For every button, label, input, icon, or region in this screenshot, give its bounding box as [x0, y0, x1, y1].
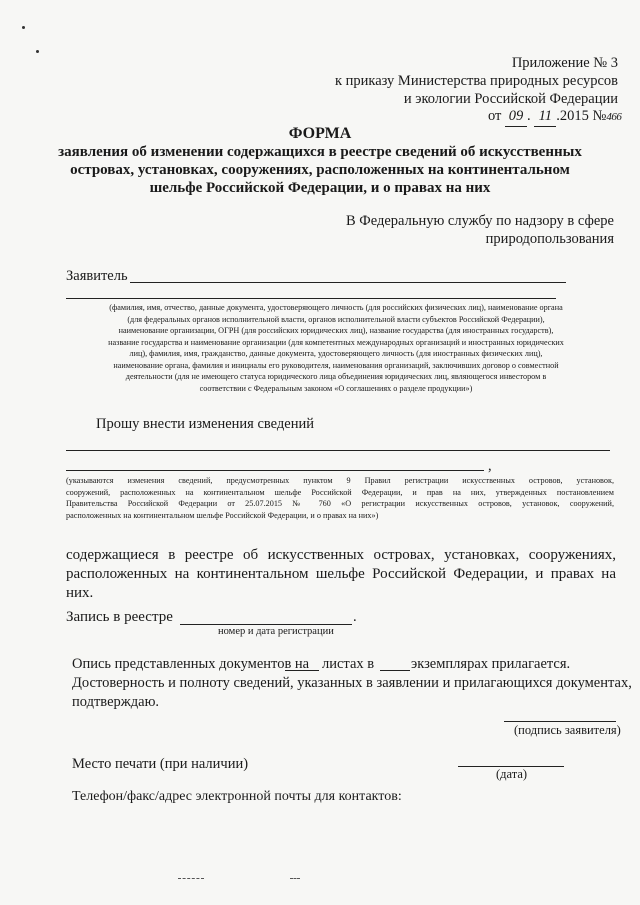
contained-line-2: расположенных на континентальном шельфе Российской Федерации, и правах на [66, 566, 616, 582]
applicant-note [56, 302, 616, 394]
request-note-line: расположенных на континентальном шельфе Российской Федерации, и о правах на них») [66, 510, 379, 520]
date-prefix: от [488, 108, 502, 124]
form-title-line-1: заявления об изменении содержащихся в реестре сведений об искусственных [58, 144, 582, 160]
inventory-part-2: листах в [322, 656, 375, 672]
request-note [66, 475, 614, 521]
request-comma: , [488, 458, 492, 474]
contacts-label: Телефон/факс/адрес электронной почты для контактов: [72, 789, 402, 804]
request-note-line: Правительства Российской Федерации от 25.07.2015 № 760 «О регистрации искусственных островов, установок, сооружений, [66, 499, 614, 508]
appendix-ministry: и экологии Российской Федерации [403, 91, 618, 107]
contained-line-3: них. [66, 585, 94, 601]
form-title-line-3: шельфе Российской Федерации, и о правах на них [149, 180, 491, 196]
date-month: 11 [534, 107, 556, 127]
seal-label: Место печати (при наличии) [72, 756, 249, 772]
registry-dot: . [353, 609, 357, 625]
scan-mark [290, 878, 300, 879]
appendix-order: к приказу Министерства природных ресурсов [334, 73, 618, 89]
number-prefix: № [592, 108, 607, 124]
registry-field[interactable] [180, 624, 352, 625]
addressee-line-1: В Федеральную службу по надзору в сфере [345, 213, 614, 229]
request-field-line-2[interactable] [66, 470, 484, 471]
inventory-part-3: экземплярах прилагается. [411, 656, 571, 672]
signature-field[interactable] [504, 721, 616, 722]
date-day: 09 [505, 107, 527, 127]
form-heading: ФОРМА [288, 125, 352, 142]
inventory-part-1: Опись представленных документов на [72, 656, 310, 672]
applicant-note-line: соответствии с Федеральным законом «О соглашениях о разделе продукции») [199, 383, 473, 393]
request-note-line: сооружений, расположенных на континентальном шельфе Российской Федерации, и прав на них, утвержденных постановлением [66, 487, 614, 497]
date-year: .2015 [556, 108, 589, 124]
registry-label: Запись в реестре [66, 609, 173, 625]
scan-mark [178, 878, 204, 879]
date-caption: (дата) [496, 767, 528, 781]
applicant-field-line-1[interactable] [130, 282, 566, 283]
applicant-note-line: (для федеральных органов исполнительной власти, органов исполнительной власти субъектов Российской Федерации), [127, 314, 545, 324]
scan-dot [36, 50, 39, 53]
applicant-label: Заявитель [66, 268, 128, 284]
scan-dot [22, 26, 25, 29]
applicant-note-line: лиц), фамилия, имя, гражданство, данные документа, удостоверяющего личность (для иностранных физических лиц), [129, 349, 543, 358]
request-note-line: (указываются изменения сведений, предусмотренных пунктом 9 Правил регистрации искусственных островов, установок, [66, 476, 614, 485]
applicant-note-line: деятельности (для не имеющего статуса юридического лица объединения юридических лиц, являющегося инвестором в [125, 372, 547, 381]
signature-caption: (подпись заявителя) [514, 723, 621, 737]
registry-caption: номер и дата регистрации [218, 626, 334, 637]
addressee-line-2: природопользования [485, 231, 614, 247]
appendix-date: от 09 . 11 .2015 №466 [488, 107, 621, 127]
applicant-note-line: наименование органа, фамилия и инициалы его руководителя, наименования организаций, заключивших договор о совместной [113, 360, 559, 370]
request-field-line-1[interactable] [66, 450, 610, 451]
appendix-number: Приложение № 3 [511, 55, 618, 71]
applicant-note-line: (фамилия, имя, отчество, данные документа, удостоверяющего личность (для российских физических лиц), наименование органа [109, 303, 563, 312]
request-text: Прошу внести изменения сведений [96, 416, 315, 432]
applicant-field-line-2[interactable] [66, 298, 556, 299]
sheets-count-field[interactable] [285, 670, 319, 671]
certify-line-1: Достоверность и полноту сведений, указанных в заявлении и прилагающихся документах, [72, 675, 632, 691]
applicant-note-line: название государства и наименование организации (для компетентных международных организаций и иностранных юридических [108, 337, 564, 347]
form-title-line-2: островах, установках, сооружениях, расположенных на континентальном [70, 162, 570, 178]
contained-line-1: содержащиеся в реестре об искусственных островах, установках, сооружениях, [66, 547, 616, 563]
copies-count-field[interactable] [380, 670, 410, 671]
order-number: 466 [606, 111, 622, 123]
certify-line-2: подтверждаю. [72, 694, 160, 710]
applicant-note-line: наименование организации, ОГРН (для российских юридических лиц), название государства (для иностранных государств), [118, 326, 554, 335]
